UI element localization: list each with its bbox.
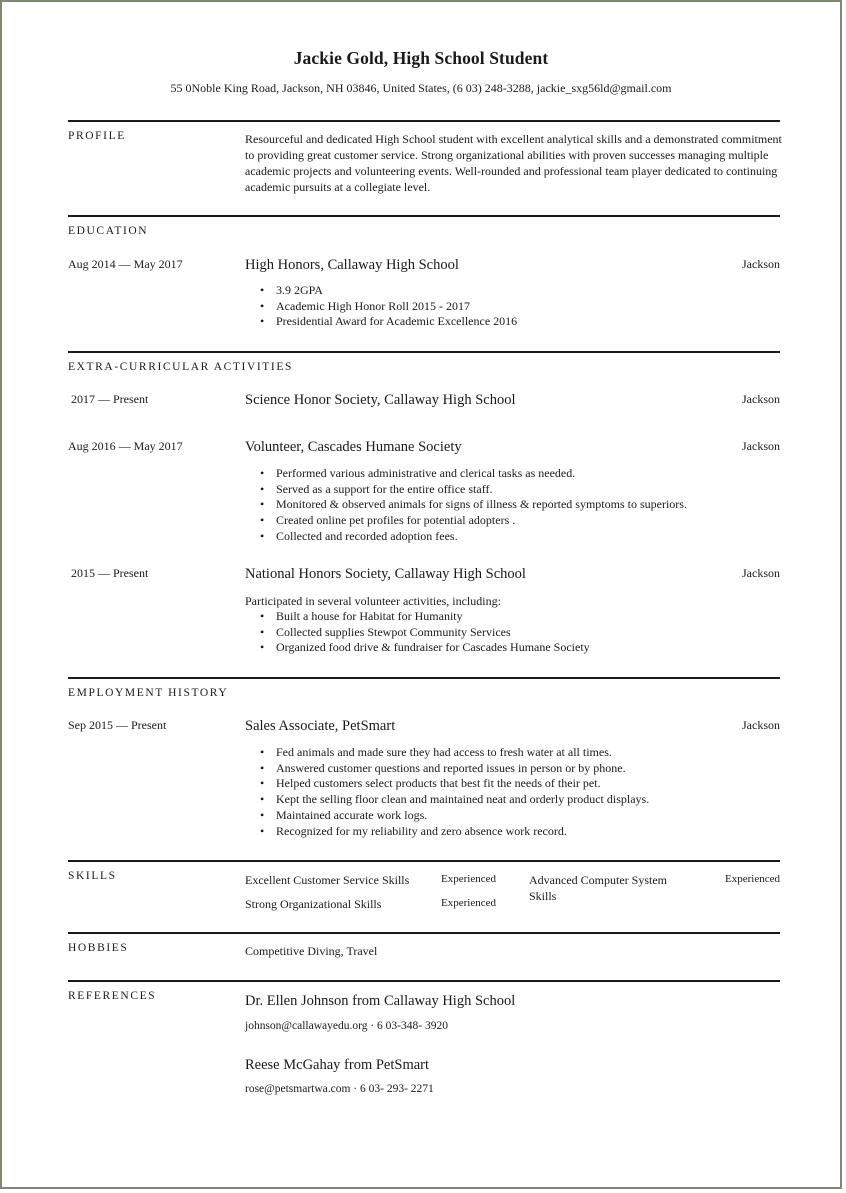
- entry-location: Jackson: [742, 566, 780, 580]
- bullet-list: [245, 283, 765, 330]
- section-title: REFERENCES: [68, 990, 157, 1002]
- section-title: EXTRA-CURRICULAR ACTIVITIES: [68, 361, 293, 373]
- section-title: SKILLS: [68, 870, 117, 882]
- profile-line: academic projects and volunteering events. Well-rounded and professional team player dedicated to continuing: [245, 164, 778, 178]
- list-item: • Created online pet profiles for potential adopters .: [245, 513, 765, 529]
- entry-title: National Honors Society, Callaway High School: [245, 566, 526, 582]
- entry-location: Jackson: [742, 718, 780, 732]
- profile-section: [68, 120, 780, 218]
- entry-location: Jackson: [742, 439, 780, 453]
- profile-summary: [245, 131, 785, 195]
- entry-title: Sales Associate, PetSmart: [245, 718, 396, 734]
- skill-level: Experienced: [725, 873, 780, 885]
- hobbies-section: [68, 932, 780, 982]
- entry-date: Sep 2015 — Present: [68, 718, 167, 732]
- skill-level: Experienced: [441, 897, 496, 909]
- entry-title: Science Honor Society, Callaway High School: [245, 392, 516, 408]
- entry-date: 2017 — Present: [71, 392, 149, 406]
- entry-date: Aug 2014 — May 2017: [68, 257, 183, 271]
- entry-location: Jackson: [742, 392, 780, 406]
- section-title: PROFILE: [68, 130, 126, 142]
- education-section: [68, 215, 780, 353]
- reference-contact: rose@petsmartwa.com · 6 03- 293- 2271: [245, 1083, 434, 1095]
- entry-title: Volunteer, Cascades Humane Society: [245, 439, 462, 455]
- profile-line: to providing great customer service. Strong organizational abilities with proven successes managing multiple: [245, 148, 769, 162]
- entry-date: 2015 — Present: [71, 566, 149, 580]
- hobbies-text: Competitive Diving, Travel: [245, 944, 378, 958]
- skill-level: Experienced: [441, 873, 496, 885]
- list-item: • 3.9 2GPA: [245, 283, 765, 299]
- list-item: • Organized food drive & fundraiser for Cascades Humane Society: [245, 640, 765, 656]
- list-item: • Academic High Honor Roll 2015 - 2017: [245, 299, 765, 315]
- activities-section: [68, 351, 780, 679]
- skill-name: Advanced Computer System Skills: [529, 873, 667, 903]
- list-item: • Collected and recorded adoption fees.: [245, 529, 765, 545]
- list-item: • Presidential Award for Academic Excellence 2016: [245, 314, 765, 330]
- list-item: • Monitored & observed animals for signs of illness & reported symptoms to superiors.: [245, 497, 765, 513]
- list-item: • Served as a support for the entire office staff.: [245, 482, 765, 498]
- entry-intro: Participated in several volunteer activities, including:: [245, 594, 501, 608]
- list-item: • Maintained accurate work logs.: [245, 808, 765, 824]
- list-item: • Recognized for my reliability and zero absence work record.: [245, 824, 765, 840]
- list-item: • Answered customer questions and reported issues in person or by phone.: [245, 761, 765, 777]
- bullet-list: [245, 466, 765, 545]
- section-title: HOBBIES: [68, 942, 129, 954]
- entry-date: Aug 2016 — May 2017: [68, 439, 183, 453]
- reference-name: Dr. Ellen Johnson from Callaway High School: [245, 993, 516, 1009]
- bullet-list: [245, 745, 765, 839]
- list-item: • Built a house for Habitat for Humanity: [245, 609, 765, 625]
- resume-name: Jackie Gold, High School Student: [293, 48, 549, 68]
- reference-contact: johnson@callawayedu.org · 6 03-348- 3920: [245, 1020, 448, 1032]
- skill-name: Strong Organizational Skills: [245, 897, 382, 911]
- section-title: EDUCATION: [68, 225, 149, 237]
- skill-name: Excellent Customer Service Skills: [245, 873, 410, 887]
- references-section: [68, 980, 780, 1112]
- profile-line: academic pursuits at a collegiate level.: [245, 180, 431, 194]
- contact-line: 55 0Noble King Road, Jackson, NH 03846, United States, (6 03) 248-3288, jackie_sxg56ld@gmail.com: [170, 81, 672, 95]
- list-item: • Kept the selling floor clean and maintained neat and orderly product displays.: [245, 792, 765, 808]
- employment-section: [68, 677, 780, 862]
- entry-location: Jackson: [742, 257, 780, 271]
- section-title: EMPLOYMENT HISTORY: [68, 687, 229, 699]
- list-item: • Fed animals and made sure they had access to fresh water at all times.: [245, 745, 765, 761]
- profile-line: Resourceful and dedicated High School student with excellent analytical skills and a demonstrated commitment: [245, 132, 782, 146]
- bullet-list: [245, 609, 765, 656]
- list-item: • Helped customers select products that best fit the needs of their pet.: [245, 776, 765, 792]
- list-item: • Performed various administrative and clerical tasks as needed.: [245, 466, 765, 482]
- skills-section: [68, 860, 780, 934]
- list-item: • Collected supplies Stewpot Community Services: [245, 625, 765, 641]
- entry-title: High Honors, Callaway High School: [245, 257, 459, 273]
- reference-name: Reese McGahay from PetSmart: [245, 1057, 430, 1073]
